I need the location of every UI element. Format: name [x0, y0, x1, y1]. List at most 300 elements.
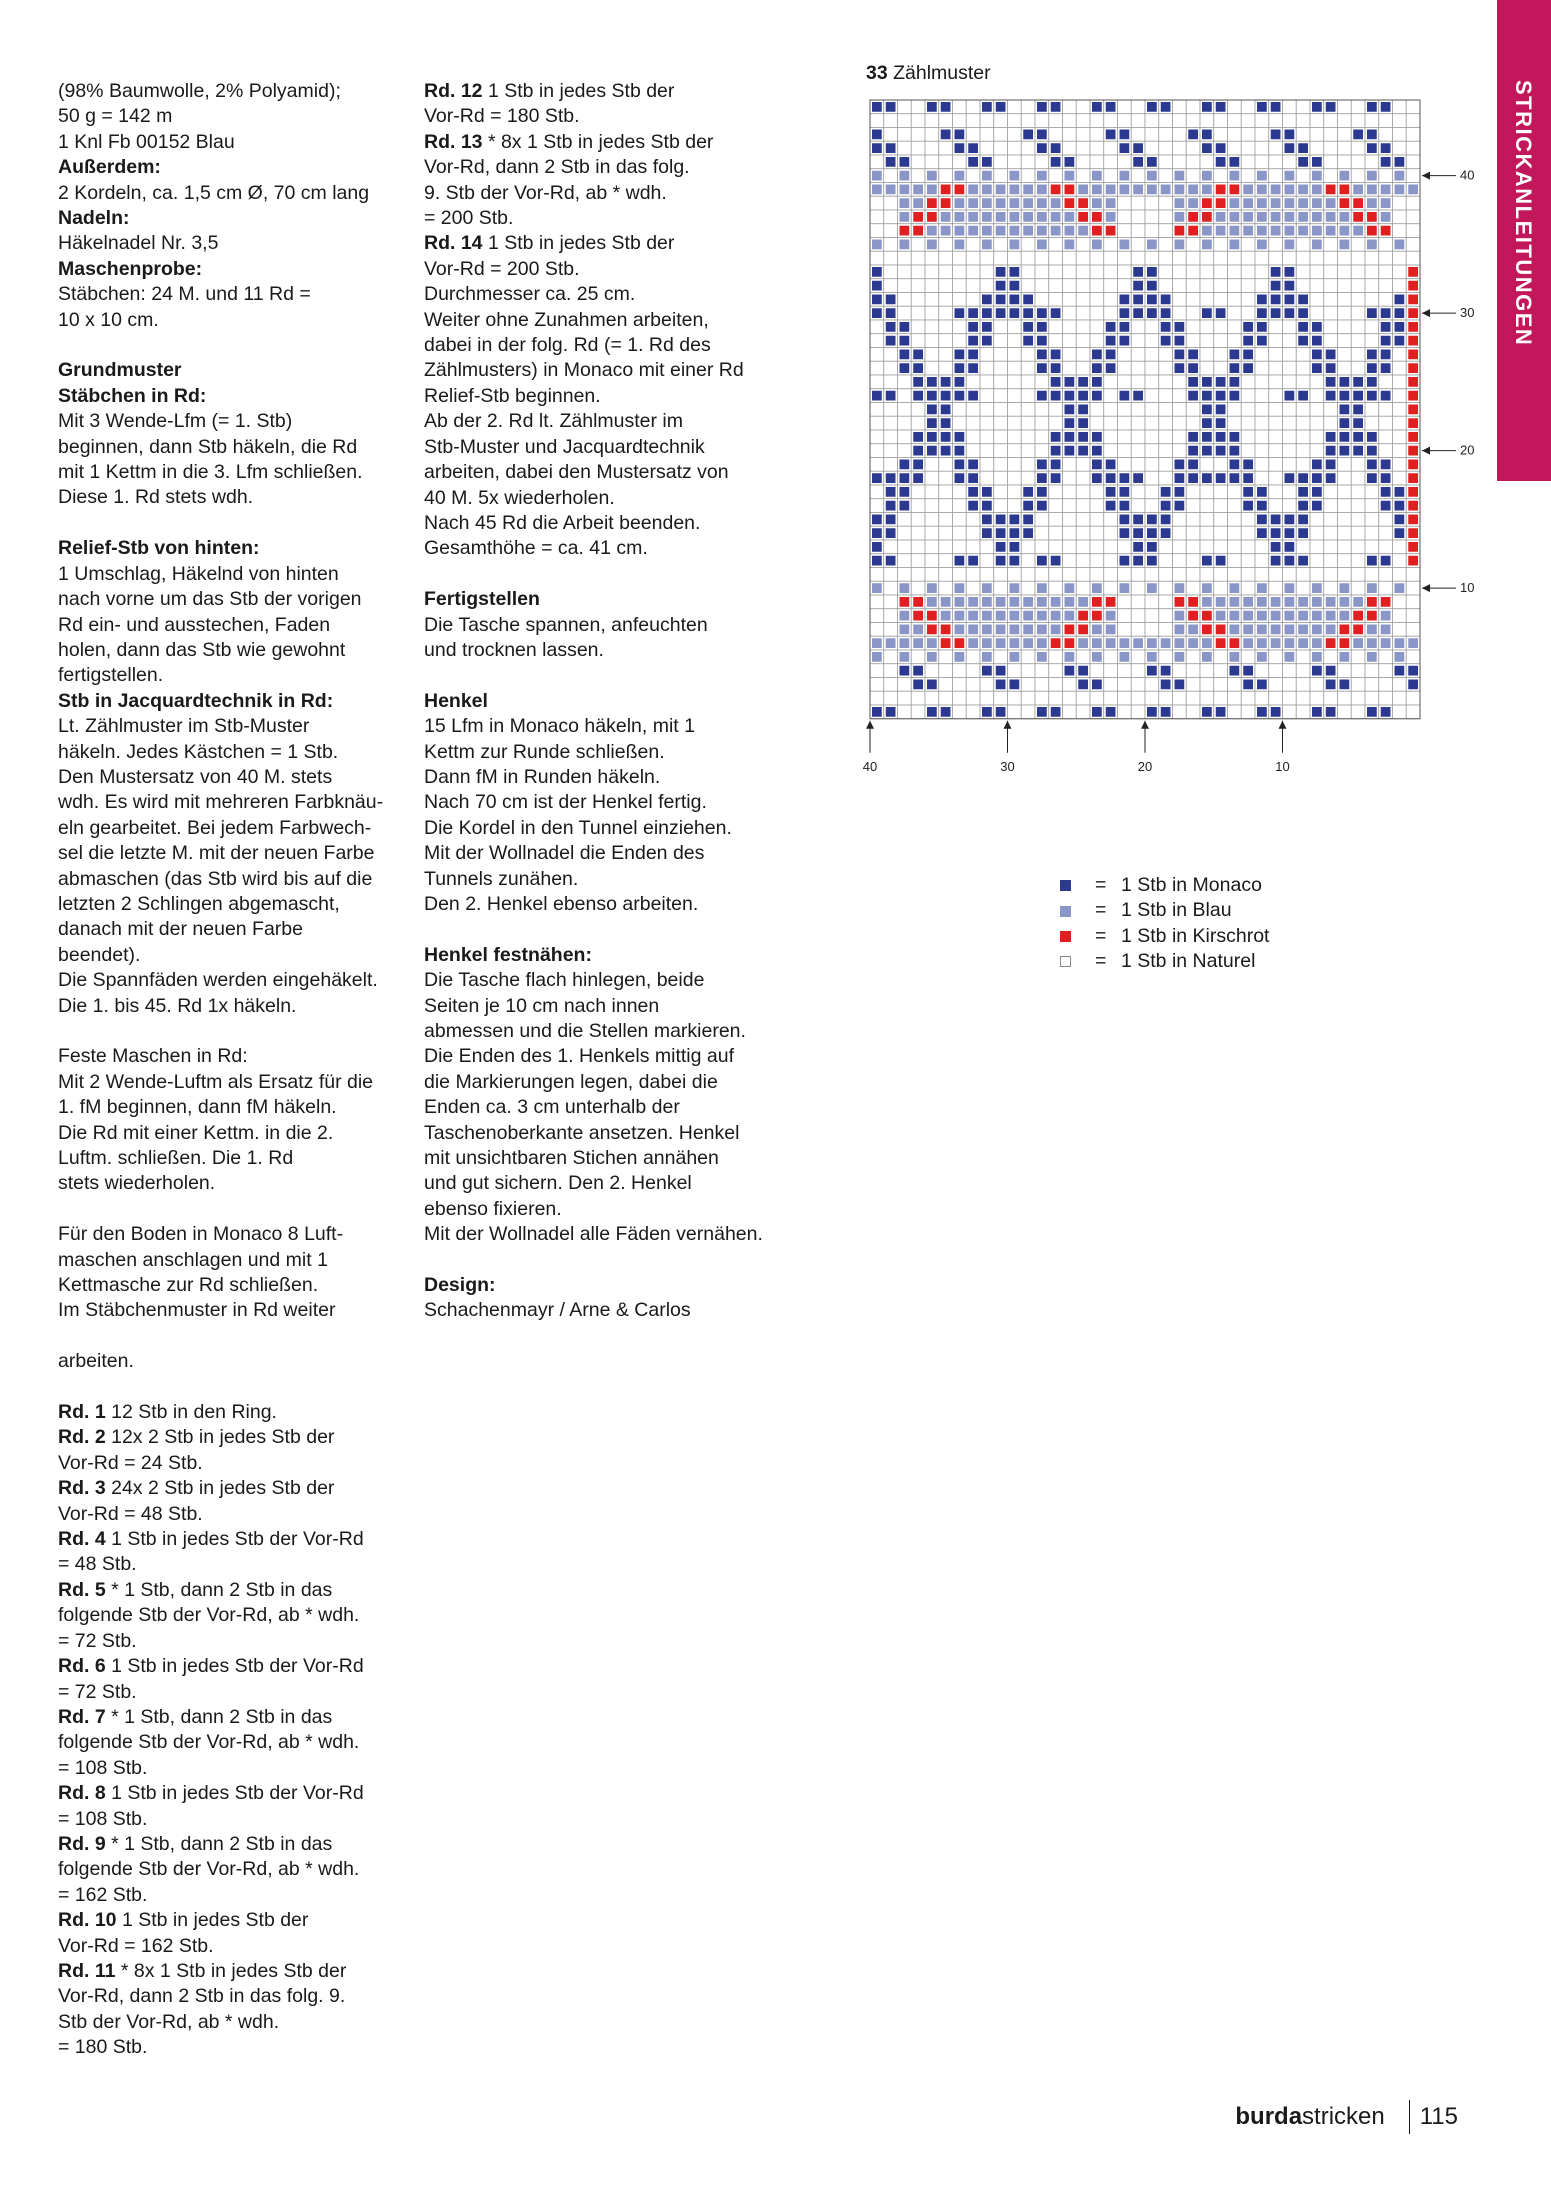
chart-cell	[994, 169, 1008, 183]
chart-cell	[1228, 320, 1242, 334]
chart-cell	[1406, 650, 1420, 664]
chart-stitch-monaco	[1202, 130, 1212, 140]
chart-stitch-monaco	[1367, 432, 1377, 442]
chart-stitch-kirschrot	[1092, 226, 1102, 236]
chart-cell	[1021, 389, 1035, 403]
chart-stitch-kirschrot	[1326, 638, 1336, 648]
chart-cell	[1296, 444, 1310, 458]
chart-cell	[1104, 279, 1118, 293]
chart-cell	[1035, 444, 1049, 458]
chart-cell	[1021, 375, 1035, 389]
chart-cell	[1159, 361, 1173, 375]
text-line	[58, 1476, 408, 1501]
chart-cell	[1145, 499, 1159, 513]
chart-cell	[925, 361, 939, 375]
chart-stitch-monaco	[1037, 322, 1047, 332]
chart-cell	[966, 114, 980, 128]
chart-cell	[1269, 320, 1283, 334]
chart-cell	[1296, 361, 1310, 375]
chart-stitch-blau	[913, 638, 923, 648]
chart-stitch-monaco	[886, 102, 896, 112]
chart-cell	[1008, 499, 1022, 513]
chart-stitch-monaco	[1367, 446, 1377, 456]
chart-cell	[1159, 430, 1173, 444]
chart-cell	[1186, 691, 1200, 705]
text-line: 10 x 10 cm.	[58, 308, 159, 331]
text-line: Fertigstellen	[424, 588, 540, 611]
chart-stitch-monaco	[886, 143, 896, 153]
text-line	[58, 1527, 408, 1552]
chart-cell	[925, 348, 939, 362]
chart-stitch-blau	[1230, 198, 1240, 208]
chart-stitch-kirschrot	[927, 198, 937, 208]
chart-cell	[1324, 568, 1338, 582]
chart-stitch-monaco	[1065, 405, 1075, 415]
chart-cell	[925, 320, 939, 334]
chart-cell	[925, 306, 939, 320]
chart-stitch-monaco	[1257, 487, 1267, 497]
chart-cell	[898, 513, 912, 527]
chart-stitch-blau	[1120, 185, 1130, 195]
round-text: 12 Stb in den Ring.	[105, 1401, 277, 1424]
chart-cell	[1131, 416, 1145, 430]
chart-stitch-monaco	[1147, 267, 1157, 277]
chart-stitch-kirschrot	[1353, 198, 1363, 208]
chart-cell	[1351, 540, 1365, 554]
chart-stitch-kirschrot	[1230, 638, 1240, 648]
chart-cell	[994, 430, 1008, 444]
chart-stitch-blau	[982, 625, 992, 635]
chart-stitch-monaco	[1285, 515, 1295, 525]
chart-stitch-blau	[982, 226, 992, 236]
chart-stitch-monaco	[1243, 350, 1253, 360]
chart-stitch-monaco	[1216, 432, 1226, 442]
chart-stitch-monaco	[1340, 680, 1350, 690]
chart-cell	[870, 609, 884, 623]
chart-cell	[1338, 100, 1352, 114]
chart-stitch-blau	[1037, 185, 1047, 195]
text-line: Lt. Zählmuster im Stb-Muster	[58, 715, 310, 738]
chart-stitch-monaco	[1326, 473, 1336, 483]
chart-cell	[1035, 416, 1049, 430]
chart-stitch-monaco	[1092, 473, 1102, 483]
chart-stitch-kirschrot	[1353, 212, 1363, 222]
chart-cell	[1324, 334, 1338, 348]
chart-cell	[939, 265, 953, 279]
chart-cell	[1338, 554, 1352, 568]
chart-cell	[1090, 513, 1104, 527]
chart-cell	[1145, 623, 1159, 637]
chart-stitch-kirschrot	[1078, 198, 1088, 208]
chart-stitch-kirschrot	[1175, 597, 1185, 607]
round-label: Rd. 9	[58, 1832, 106, 1855]
chart-cell	[1351, 691, 1365, 705]
chart-stitch-monaco	[1257, 336, 1267, 346]
chart-cell	[1269, 348, 1283, 362]
chart-cell	[1241, 169, 1255, 183]
chart-cell	[1035, 691, 1049, 705]
chart-stitch-blau	[927, 171, 937, 181]
chart-stitch-monaco	[1381, 363, 1391, 373]
chart-cell	[1324, 169, 1338, 183]
chart-cell	[1228, 499, 1242, 513]
chart-stitch-monaco	[1367, 308, 1377, 318]
chart-cell	[1283, 251, 1297, 265]
chart-stitch-blau	[927, 240, 937, 250]
chart-cell	[1351, 581, 1365, 595]
chart-stitch-monaco	[1037, 308, 1047, 318]
chart-cell	[870, 416, 884, 430]
round-text: 1 Stb in jedes Stb der	[482, 232, 675, 255]
chart-cell	[1104, 265, 1118, 279]
text-line: (98% Baumwolle, 2% Polyamid);	[58, 80, 341, 102]
chart-stitch-monaco	[1120, 473, 1130, 483]
chart-cell	[1365, 320, 1379, 334]
chart-cell	[1379, 568, 1393, 582]
chart-cell	[1008, 155, 1022, 169]
text-line: Vor-Rd = 200 Stb.	[424, 257, 580, 280]
chart-stitch-monaco	[996, 102, 1006, 112]
chart-stitch-monaco	[1037, 707, 1047, 717]
chart-cell	[1186, 526, 1200, 540]
chart-cell	[1131, 210, 1145, 224]
chart-stitch-monaco	[872, 130, 882, 140]
chart-cell	[1186, 705, 1200, 719]
chart-cell	[1063, 320, 1077, 334]
chart-cell	[939, 485, 953, 499]
chart-cell	[1296, 568, 1310, 582]
chart-cell	[1214, 238, 1228, 252]
chart-cell	[1021, 705, 1035, 719]
legend-label: 1 Stb in Kirschrot	[1121, 924, 1270, 947]
chart-cell	[1118, 664, 1132, 678]
chart-cell	[1269, 678, 1283, 692]
chart-stitch-monaco	[1353, 130, 1363, 140]
chart-cell	[1200, 293, 1214, 307]
chart-cell	[1393, 265, 1407, 279]
chart-cell	[884, 540, 898, 554]
chart-cell	[1076, 471, 1090, 485]
chart-cell	[980, 554, 994, 568]
chart-cell	[980, 265, 994, 279]
chart-stitch-blau	[1381, 625, 1391, 635]
chart-stitch-blau	[1395, 638, 1405, 648]
chart-cell	[1090, 320, 1104, 334]
chart-stitch-blau	[1285, 611, 1295, 621]
chart-cell	[1365, 334, 1379, 348]
chart-cell	[1186, 320, 1200, 334]
chart-stitch-monaco	[1340, 405, 1350, 415]
chart-cell	[1021, 348, 1035, 362]
text-line: Stäbchen: 24 M. und 11 Rd =	[58, 283, 311, 306]
chart-cell	[1076, 306, 1090, 320]
chart-stitch-blau	[1037, 597, 1047, 607]
chart-stitch-blau	[1312, 611, 1322, 621]
chart-cell	[1159, 279, 1173, 293]
chart-stitch-monaco	[1092, 391, 1102, 401]
chart-stitch-monaco	[1106, 130, 1116, 140]
text-line: = 180 Stb.	[58, 2036, 148, 2059]
chart-stitch-blau	[927, 226, 937, 236]
chart-cell	[1049, 678, 1063, 692]
chart-stitch-kirschrot	[1340, 638, 1350, 648]
chart-cell	[1104, 430, 1118, 444]
chart-cell	[1186, 334, 1200, 348]
chart-cell	[870, 678, 884, 692]
brand-name-bold: burda	[1235, 2103, 1303, 2130]
chart-cell	[1145, 196, 1159, 210]
chart-cell	[1351, 526, 1365, 540]
chart-cell	[1008, 403, 1022, 417]
chart-stitch-blau	[1381, 212, 1391, 222]
chart-cell	[966, 293, 980, 307]
chart-cell	[1131, 623, 1145, 637]
chart-stitch-monaco	[1367, 350, 1377, 360]
page-footer	[1235, 2100, 1458, 2134]
chart-cell	[1310, 128, 1324, 142]
text-line: Mit 2 Wende-Luftm als Ersatz für die	[58, 1070, 374, 1093]
chart-cell	[1021, 100, 1035, 114]
chart-cell	[1351, 678, 1365, 692]
chart-stitch-monaco	[1353, 405, 1363, 415]
section-tab-label: STRICKANLEITUNGEN	[1511, 80, 1536, 347]
chart-stitch-monaco	[968, 143, 978, 153]
chart-cell	[966, 238, 980, 252]
chart-cell	[1173, 444, 1187, 458]
chart-cell	[1351, 664, 1365, 678]
chart-cell	[1365, 251, 1379, 265]
chart-stitch-blau	[1037, 240, 1047, 250]
chart-cell	[925, 568, 939, 582]
chart-cell	[1255, 458, 1269, 472]
chart-cell	[1008, 320, 1022, 334]
chart-stitch-blau	[900, 198, 910, 208]
chart-cell	[1269, 691, 1283, 705]
chart-stitch-monaco	[1298, 487, 1308, 497]
chart-stitch-monaco	[1147, 556, 1157, 566]
chart-cell	[884, 623, 898, 637]
round-text: 12x 2 Stb in jedes Stb der	[105, 1426, 335, 1449]
chart-cell	[1186, 513, 1200, 527]
chart-stitch-blau	[1037, 212, 1047, 222]
chart-cell	[925, 141, 939, 155]
chart-cell	[1214, 293, 1228, 307]
chart-stitch-monaco	[1147, 102, 1157, 112]
text-line: Den Mustersatz von 40 M. stets	[58, 765, 333, 788]
chart-stitch-blau	[1285, 638, 1295, 648]
chart-cell	[1200, 334, 1214, 348]
row-marker-arrow	[1422, 447, 1430, 455]
chart-stitch-monaco	[941, 432, 951, 442]
row-label: 10	[1460, 580, 1475, 596]
chart-cell	[1241, 526, 1255, 540]
chart-cell	[1186, 265, 1200, 279]
chart-cell	[1365, 499, 1379, 513]
chart-cell	[939, 540, 953, 554]
chart-cell	[1145, 609, 1159, 623]
chart-stitch-monaco	[955, 446, 965, 456]
text-line: Stb-Muster und Jacquardtechnik	[424, 435, 705, 458]
chart-stitch-kirschrot	[1188, 611, 1198, 621]
chart-cell	[1090, 403, 1104, 417]
chart-stitch-monaco	[1010, 542, 1020, 552]
chart-stitch-monaco	[1271, 707, 1281, 717]
chart-stitch-monaco	[968, 556, 978, 566]
chart-stitch-kirschrot	[1408, 267, 1418, 277]
chart-cell	[911, 540, 925, 554]
chart-cell	[1131, 485, 1145, 499]
chart-stitch-blau	[1257, 597, 1267, 607]
chart-cell	[884, 664, 898, 678]
chart-cell	[898, 100, 912, 114]
chart-cell	[1255, 141, 1269, 155]
chart-stitch-monaco	[1298, 473, 1308, 483]
chart-cell	[1310, 279, 1324, 293]
chart-cell	[1186, 664, 1200, 678]
chart-stitch-monaco	[1188, 130, 1198, 140]
chart-cell	[911, 265, 925, 279]
chart-cell	[1241, 705, 1255, 719]
chart-cell	[1035, 155, 1049, 169]
chart-stitch-kirschrot	[1408, 542, 1418, 552]
chart-stitch-blau	[1326, 625, 1336, 635]
chart-cell	[1008, 568, 1022, 582]
chart-cell	[1104, 678, 1118, 692]
chart-stitch-blau	[900, 212, 910, 222]
chart-stitch-monaco	[1312, 487, 1322, 497]
text-line: dabei in der folg. Rd (= 1. Rd des	[424, 334, 711, 357]
chart-stitch-monaco	[1216, 157, 1226, 167]
chart-stitch-monaco	[1147, 157, 1157, 167]
chart-cell	[898, 389, 912, 403]
chart-cell	[980, 128, 994, 142]
chart-cell	[1214, 458, 1228, 472]
chart-cell	[884, 678, 898, 692]
chart-cell	[994, 485, 1008, 499]
chart-cell	[1008, 361, 1022, 375]
chart-cell	[1338, 128, 1352, 142]
chart-stitch-blau	[1065, 226, 1075, 236]
chart-cell	[1118, 114, 1132, 128]
chart-cell	[1214, 265, 1228, 279]
round-text: 1 Stb in jedes Stb der Vor-Rd	[105, 1782, 364, 1805]
chart-stitch-monaco	[968, 308, 978, 318]
text-line: Relief-Stb von hinten:	[58, 537, 260, 560]
chart-stitch-monaco	[1010, 515, 1020, 525]
chart-cell	[1351, 141, 1365, 155]
chart-stitch-kirschrot	[1051, 185, 1061, 195]
chart-cell	[953, 664, 967, 678]
chart-stitch-monaco	[941, 130, 951, 140]
chart-cell	[1269, 568, 1283, 582]
chart-cell	[1118, 458, 1132, 472]
chart-stitch-blau	[1243, 226, 1253, 236]
chart-cell	[966, 650, 980, 664]
chart-stitch-blau	[1271, 638, 1281, 648]
chart-cell	[1393, 141, 1407, 155]
paragraph-gap	[58, 1197, 408, 1222]
chart-cell	[1021, 361, 1035, 375]
chart-cell	[1159, 623, 1173, 637]
chart-cell	[1255, 265, 1269, 279]
chart-stitch-blau	[982, 240, 992, 250]
chart-stitch-blau	[996, 638, 1006, 648]
chart-stitch-kirschrot	[900, 597, 910, 607]
chart-cell	[1063, 100, 1077, 114]
chart-stitch-monaco	[982, 528, 992, 538]
chart-stitch-blau	[1271, 597, 1281, 607]
chart-cell	[1241, 568, 1255, 582]
chart-stitch-blau	[1312, 240, 1322, 250]
chart-cell	[925, 526, 939, 540]
chart-stitch-blau	[900, 611, 910, 621]
chart-cell	[1283, 678, 1297, 692]
chart-cell	[1173, 554, 1187, 568]
round-text: 1 Stb in jedes Stb der	[482, 80, 675, 102]
chart-stitch-kirschrot	[1340, 625, 1350, 635]
chart-cell	[925, 499, 939, 513]
chart-cell	[1186, 306, 1200, 320]
chart-stitch-monaco	[1023, 308, 1033, 318]
chart-cell	[1131, 458, 1145, 472]
chart-stitch-blau	[1106, 198, 1116, 208]
chart-cell	[884, 169, 898, 183]
chart-stitch-monaco	[927, 418, 937, 428]
chart-stitch-monaco	[1271, 281, 1281, 291]
chart-stitch-monaco	[1161, 336, 1171, 346]
chart-cell	[925, 251, 939, 265]
chart-cell	[911, 169, 925, 183]
text-line: Vor-Rd = 180 Stb.	[424, 105, 580, 128]
chart-stitch-monaco	[1133, 143, 1143, 153]
chart-cell	[911, 251, 925, 265]
chart-stitch-monaco	[886, 336, 896, 346]
chart-cell	[911, 705, 925, 719]
chart-stitch-monaco	[872, 391, 882, 401]
chart-cell	[925, 458, 939, 472]
chart-cell	[1241, 141, 1255, 155]
chart-cell	[1324, 416, 1338, 430]
chart-stitch-monaco	[1243, 336, 1253, 346]
chart-cell	[1214, 513, 1228, 527]
chart-cell	[1159, 196, 1173, 210]
chart-cell	[1035, 526, 1049, 540]
chart-stitch-kirschrot	[955, 638, 965, 648]
chart-stitch-monaco	[1381, 501, 1391, 511]
chart-cell	[1283, 100, 1297, 114]
chart-cell	[925, 128, 939, 142]
chart-stitch-blau	[1010, 185, 1020, 195]
chart-cell	[939, 678, 953, 692]
chart-stitch-monaco	[1106, 102, 1116, 112]
chart-stitch-monaco	[1257, 515, 1267, 525]
chart-stitch-blau	[1326, 198, 1336, 208]
chart-cell	[1365, 114, 1379, 128]
chart-cell	[1173, 664, 1187, 678]
chart-stitch-blau	[941, 212, 951, 222]
chart-cell	[1365, 293, 1379, 307]
chart-stitch-monaco	[1312, 157, 1322, 167]
chart-cell	[1393, 128, 1407, 142]
chart-stitch-monaco	[1078, 391, 1088, 401]
chart-stitch-monaco	[982, 102, 992, 112]
chart-stitch-monaco	[886, 295, 896, 305]
chart-cell	[1145, 251, 1159, 265]
chart-stitch-monaco	[1216, 446, 1226, 456]
chart-stitch-blau	[1175, 212, 1185, 222]
chart-cell	[1063, 306, 1077, 320]
chart-stitch-monaco	[1202, 377, 1212, 387]
